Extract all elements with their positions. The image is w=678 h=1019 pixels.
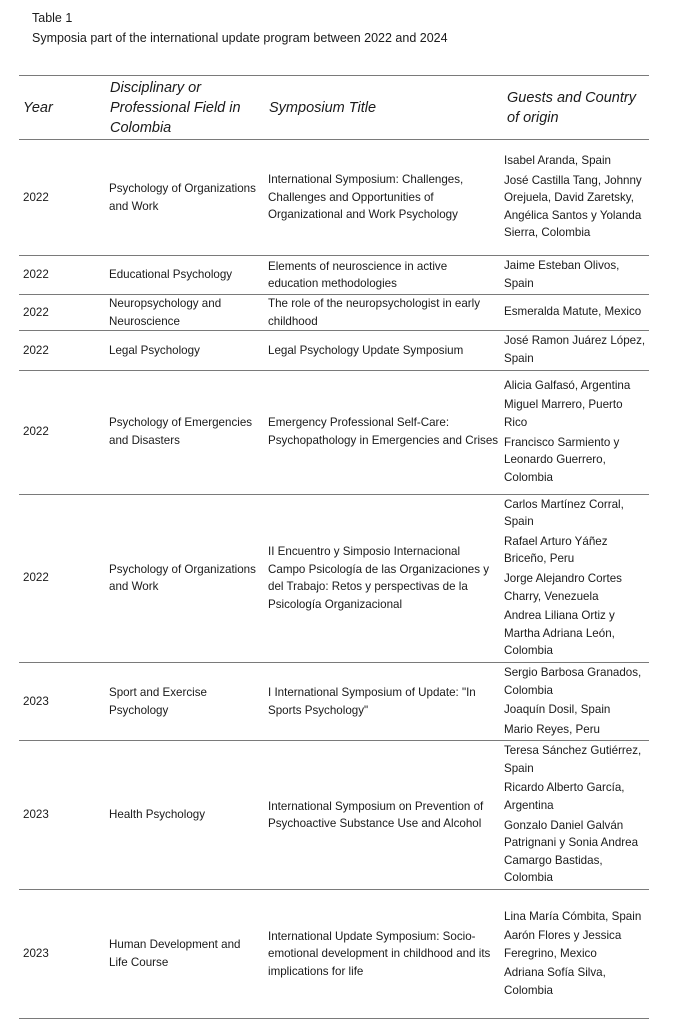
guest-entry: José Ramon Juárez López, Spain bbox=[504, 334, 646, 365]
table-row bbox=[19, 295, 649, 331]
table-row bbox=[19, 140, 649, 256]
guest-entry: Alicia Galfasó, Argentina bbox=[504, 378, 631, 392]
cell-title: Emergency Professional Self-Care: Psychopathology in Emergencies and Crises bbox=[265, 370, 503, 494]
cell-year: 2023 bbox=[19, 890, 106, 1019]
guest-entry: Adriana Sofía Silva, Colombia bbox=[504, 966, 606, 997]
cell-guests bbox=[503, 295, 649, 331]
cell-guests bbox=[503, 331, 649, 370]
guest-entry: Andrea Liliana Ortiz y Martha Adriana León, Colombia bbox=[504, 609, 615, 658]
cell-field: Psychology of Organizations and Work bbox=[106, 140, 265, 256]
guest-entry: José Castilla Tang, Johnny Orejuela, David Zaretsky, Angélica Santos y Yolanda Sierra, Colombia bbox=[504, 173, 642, 240]
table-row bbox=[19, 256, 649, 295]
cell-title: Legal Psychology Update Symposium bbox=[265, 331, 503, 370]
cell-title: International Symposium: Challenges, Challenges and Opportunities of Organizational and Work Psychology bbox=[265, 140, 503, 256]
table-header-row bbox=[19, 76, 649, 140]
cell-year: 2022 bbox=[19, 256, 106, 295]
cell-year: 2022 bbox=[19, 331, 106, 370]
cell-guests bbox=[503, 741, 649, 890]
guest-entry: Aarón Flores y Jessica Feregrino, Mexico bbox=[504, 929, 622, 960]
cell-guests bbox=[503, 256, 649, 295]
guest-entry: Francisco Sarmiento y Leonardo Guerrero, Colombia bbox=[504, 435, 620, 484]
header-field: Disciplinary or Professional Field in Colombia bbox=[106, 76, 265, 140]
cell-field: Psychology of Organizations and Work bbox=[106, 494, 265, 662]
guest-entry: Joaquín Dosil, Spain bbox=[504, 703, 611, 717]
table-row bbox=[19, 890, 649, 1019]
guest-entry: Mario Reyes, Peru bbox=[504, 722, 601, 736]
cell-year: 2022 bbox=[19, 140, 106, 256]
guest-entry: Esmeralda Matute, Mexico bbox=[504, 305, 642, 319]
table-caption bbox=[32, 8, 448, 48]
table-row bbox=[19, 494, 649, 662]
guest-entry: Rafael Arturo Yáñez Briceño, Peru bbox=[504, 534, 608, 566]
cell-year: 2022 bbox=[19, 370, 106, 494]
cell-title: Elements of neuroscience in active education methodologies bbox=[265, 256, 503, 295]
guest-entry: Gonzalo Daniel Galván Patrignani y Sonia Andrea Camargo Bastidas, Colombia bbox=[504, 818, 639, 885]
symposia-table bbox=[19, 75, 649, 1019]
table-body bbox=[19, 140, 649, 1019]
guest-entry: Jorge Alejandro Cortes Charry, Venezuela bbox=[504, 571, 622, 603]
cell-field: Educational Psychology bbox=[106, 256, 265, 295]
table-row bbox=[19, 741, 649, 890]
cell-guests bbox=[503, 140, 649, 256]
guest-entry: Carlos Martínez Corral, Spain bbox=[504, 497, 624, 529]
cell-title: The role of the neuropsychologist in early childhood bbox=[265, 295, 503, 331]
header-guests: Guests and Country of origin bbox=[503, 76, 649, 140]
cell-field: Sport and Exercise Psychology bbox=[106, 662, 265, 740]
cell-year: 2023 bbox=[19, 662, 106, 740]
cell-year: 2022 bbox=[19, 295, 106, 331]
cell-year: 2023 bbox=[19, 741, 106, 890]
header-title: Symposium Title bbox=[265, 76, 503, 140]
cell-title: I International Symposium of Update: "In Sports Psychology" bbox=[265, 662, 503, 740]
table-row bbox=[19, 662, 649, 740]
cell-guests bbox=[503, 662, 649, 740]
cell-field: Health Psychology bbox=[106, 741, 265, 890]
cell-title: International Update Symposium: Socio-emotional development in childhood and its implications for life bbox=[265, 890, 503, 1019]
table-title: Symposia part of the international update program between 2022 and 2024 bbox=[32, 31, 448, 45]
cell-year: 2022 bbox=[19, 494, 106, 662]
cell-guests bbox=[503, 890, 649, 1019]
guest-entry: Sergio Barbosa Granados, Colombia bbox=[504, 665, 642, 697]
table-label: Table 1 bbox=[32, 11, 73, 25]
cell-field: Neuropsychology and Neuroscience bbox=[106, 295, 265, 331]
cell-title: II Encuentro y Simposio Internacional Campo Psicología de las Organizaciones y del Trabajo: Retos y perspectivas de la Psicología Organizacional bbox=[265, 494, 503, 662]
table-row bbox=[19, 370, 649, 494]
cell-guests bbox=[503, 370, 649, 494]
guest-entry: Teresa Sánchez Gutiérrez, Spain bbox=[504, 744, 642, 775]
guest-entry: Lina María Cómbita, Spain bbox=[504, 909, 642, 923]
guest-entry: Isabel Aranda, Spain bbox=[504, 154, 611, 168]
table-row bbox=[19, 331, 649, 370]
cell-title: International Symposium on Prevention of Psychoactive Substance Use and Alcohol bbox=[265, 741, 503, 890]
guest-entry: Jaime Esteban Olivos, Spain bbox=[504, 259, 620, 290]
header-year: Year bbox=[19, 76, 106, 140]
cell-field: Legal Psychology bbox=[106, 331, 265, 370]
guest-entry: Ricardo Alberto García, Argentina bbox=[504, 781, 625, 813]
cell-field: Psychology of Emergencies and Disasters bbox=[106, 370, 265, 494]
cell-guests bbox=[503, 494, 649, 662]
cell-field: Human Development and Life Course bbox=[106, 890, 265, 1019]
guest-entry: Miguel Marrero, Puerto Rico bbox=[504, 398, 623, 429]
